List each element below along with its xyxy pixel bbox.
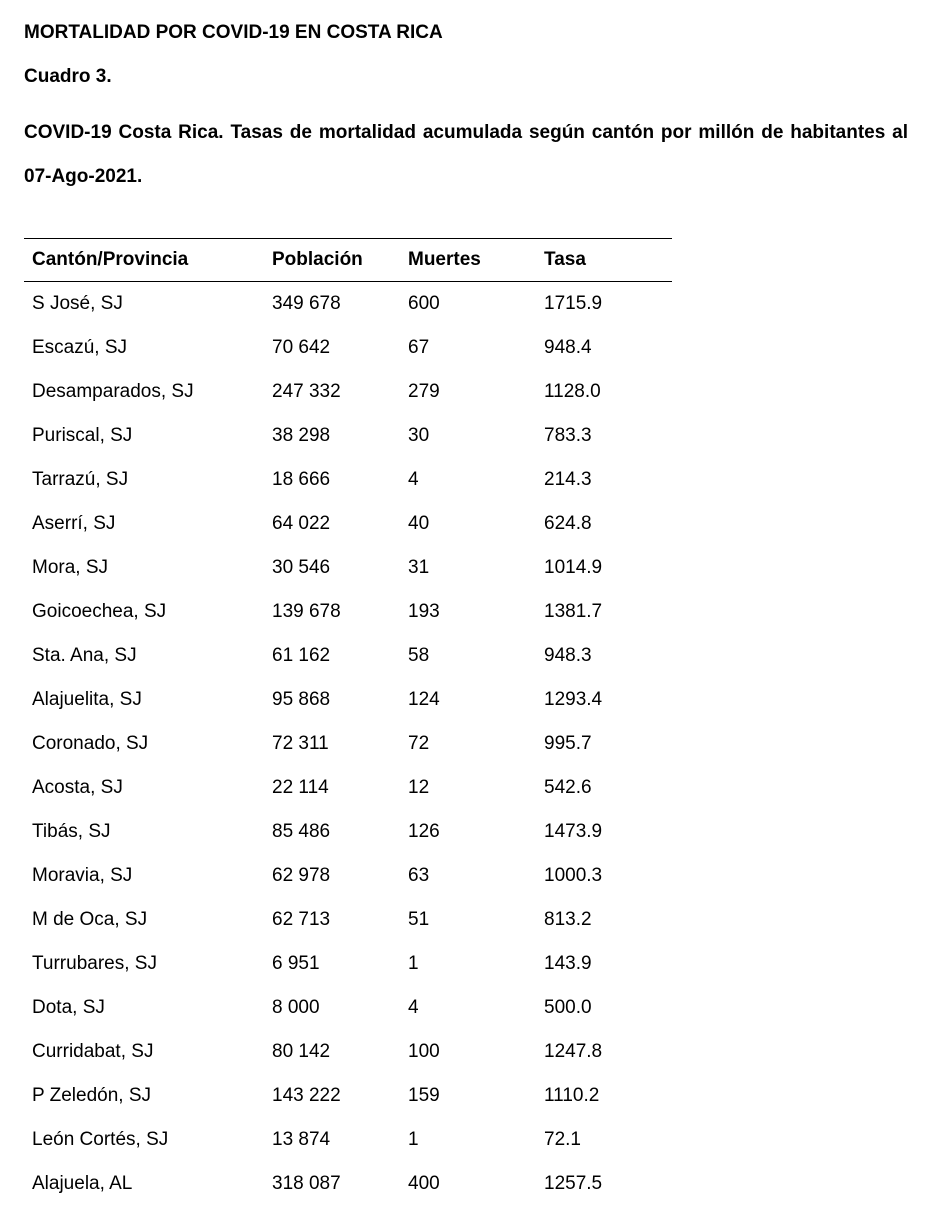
- cell-tasa: 1128.0: [544, 381, 601, 402]
- cell-tasa: 1293.4: [544, 689, 603, 710]
- cell-tasa: 1014.9: [544, 557, 603, 578]
- cell-muertes: 279: [408, 381, 440, 402]
- cell-muertes: 600: [408, 293, 440, 314]
- header-poblacion: Población: [272, 249, 363, 270]
- cell-tasa: 1110.2: [544, 1085, 600, 1106]
- cell-tasa: 500.0: [544, 997, 592, 1018]
- cell-poblacion: 62 713: [272, 909, 331, 930]
- cell-canton: Escazú, SJ: [32, 337, 128, 358]
- cell-tasa: 948.3: [544, 645, 592, 666]
- cell-canton: Puriscal, SJ: [32, 425, 133, 446]
- cell-poblacion: 18 666: [272, 469, 331, 490]
- cell-poblacion: 318 087: [272, 1173, 341, 1194]
- cell-muertes: 4: [408, 469, 419, 490]
- cell-canton: Sta. Ana, SJ: [32, 645, 137, 666]
- cell-tasa: 1257.5: [544, 1173, 603, 1194]
- cell-muertes: 400: [408, 1173, 440, 1194]
- cell-muertes: 58: [408, 645, 430, 666]
- cell-canton: Moravia, SJ: [32, 865, 133, 886]
- cell-muertes: 193: [408, 601, 440, 622]
- cell-muertes: 51: [408, 909, 430, 930]
- table-row: [24, 414, 672, 458]
- table-row: [24, 370, 672, 414]
- table-row: [24, 1118, 672, 1162]
- cell-muertes: 124: [408, 689, 440, 710]
- table-row: [24, 326, 672, 370]
- cell-muertes: 126: [408, 821, 440, 842]
- table-row: [24, 502, 672, 546]
- table-row: [24, 546, 672, 590]
- cell-tasa: 72.1: [544, 1129, 581, 1150]
- table-caption: COVID-19 Costa Rica. Tasas de mortalidad acumulada según cantón por millón de habitantes al 07-Ago-2021.: [24, 122, 908, 187]
- table-row: [24, 458, 672, 502]
- table-row: [24, 1162, 672, 1206]
- cell-muertes: 4: [408, 997, 419, 1018]
- cell-muertes: 63: [408, 865, 430, 886]
- cell-poblacion: 85 486: [272, 821, 331, 842]
- cell-poblacion: 64 022: [272, 513, 331, 534]
- cell-poblacion: 62 978: [272, 865, 331, 886]
- table-row: [24, 1074, 672, 1118]
- cell-canton: S José, SJ: [32, 293, 123, 314]
- cell-muertes: 31: [408, 557, 430, 578]
- table-row: [24, 282, 672, 327]
- cell-canton: Turrubares, SJ: [32, 953, 157, 974]
- cell-canton: Acosta, SJ: [32, 777, 123, 798]
- cell-canton: Tibás, SJ: [32, 821, 111, 842]
- cell-tasa: 995.7: [544, 733, 592, 754]
- cell-muertes: 72: [408, 733, 430, 754]
- table-row: [24, 634, 672, 678]
- cell-poblacion: 6 951: [272, 953, 320, 974]
- cell-muertes: 159: [408, 1085, 440, 1106]
- table-row: [24, 986, 672, 1030]
- cell-canton: Coronado, SJ: [32, 733, 149, 754]
- table-row: [24, 898, 672, 942]
- cell-canton: Mora, SJ: [32, 557, 109, 578]
- cell-tasa: 1381.7: [544, 601, 603, 622]
- cell-poblacion: 72 311: [272, 733, 329, 754]
- cell-muertes: 12: [408, 777, 430, 798]
- cell-canton: Aserrí, SJ: [32, 513, 116, 534]
- cell-canton: Goicoechea, SJ: [32, 601, 167, 622]
- table-row: [24, 590, 672, 634]
- cell-muertes: 1: [408, 1129, 419, 1150]
- header-muertes: Muertes: [408, 249, 481, 270]
- mortality-table: [24, 238, 672, 1206]
- cell-muertes: 40: [408, 513, 430, 534]
- table-row: [24, 854, 672, 898]
- cell-poblacion: 30 546: [272, 557, 331, 578]
- cell-muertes: 30: [408, 425, 430, 446]
- cell-poblacion: 13 874: [272, 1129, 331, 1150]
- cell-canton: Curridabat, SJ: [32, 1041, 154, 1062]
- table-row: [24, 942, 672, 986]
- cell-tasa: 214.3: [544, 469, 592, 490]
- cell-poblacion: 247 332: [272, 381, 341, 402]
- header-tasa: Tasa: [544, 249, 586, 270]
- cell-tasa: 542.6: [544, 777, 592, 798]
- cell-muertes: 1: [408, 953, 419, 974]
- cell-poblacion: 22 114: [272, 777, 329, 798]
- table-row: [24, 722, 672, 766]
- cell-muertes: 67: [408, 337, 430, 358]
- cell-tasa: 624.8: [544, 513, 592, 534]
- cell-tasa: 783.3: [544, 425, 592, 446]
- cell-canton: P Zeledón, SJ: [32, 1085, 152, 1106]
- cell-canton: León Cortés, SJ: [32, 1129, 169, 1150]
- cell-muertes: 100: [408, 1041, 440, 1062]
- header-canton: Cantón/Provincia: [32, 249, 189, 270]
- cell-tasa: 813.2: [544, 909, 592, 930]
- cell-canton: Alajuelita, SJ: [32, 689, 142, 710]
- table-row: [24, 810, 672, 854]
- cell-poblacion: 38 298: [272, 425, 331, 446]
- cell-poblacion: 8 000: [272, 997, 320, 1018]
- table-row: [24, 766, 672, 810]
- cell-poblacion: 70 642: [272, 337, 331, 358]
- document-title: MORTALIDAD POR COVID-19 EN COSTA RICA: [24, 22, 443, 43]
- cell-poblacion: 143 222: [272, 1085, 341, 1106]
- cell-canton: Tarrazú, SJ: [32, 469, 129, 490]
- table-row: [24, 678, 672, 722]
- cell-canton: Alajuela, AL: [32, 1173, 133, 1194]
- table-body: [24, 282, 672, 1207]
- cell-canton: Desamparados, SJ: [32, 381, 194, 402]
- cell-tasa: 1715.9: [544, 293, 603, 314]
- cell-tasa: 1473.9: [544, 821, 603, 842]
- table-row: [24, 1030, 672, 1074]
- cell-canton: M de Oca, SJ: [32, 909, 148, 930]
- cell-poblacion: 95 868: [272, 689, 331, 710]
- table-header-row: [24, 239, 672, 282]
- cell-poblacion: 139 678: [272, 601, 341, 622]
- table-number: Cuadro 3.: [24, 66, 112, 87]
- cell-canton: Dota, SJ: [32, 997, 105, 1018]
- cell-tasa: 1247.8: [544, 1041, 603, 1062]
- cell-poblacion: 349 678: [272, 293, 341, 314]
- cell-poblacion: 61 162: [272, 645, 331, 666]
- cell-tasa: 143.9: [544, 953, 592, 974]
- cell-tasa: 948.4: [544, 337, 592, 358]
- cell-tasa: 1000.3: [544, 865, 603, 886]
- cell-poblacion: 80 142: [272, 1041, 331, 1062]
